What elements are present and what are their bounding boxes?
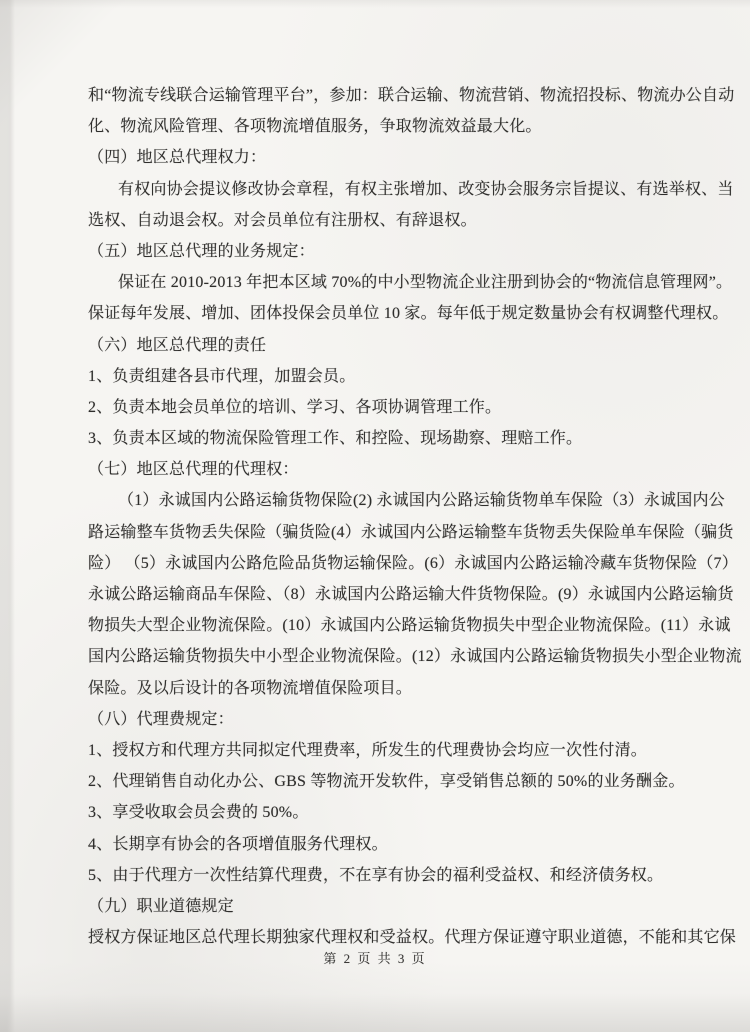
document-line: 有权向协会提议修改协会章程，有权主张增加、改变协会服务宗旨提议、有选举权、当 — [118, 180, 734, 198]
document-line: 路运输整车货物丢失保险（骗货险(4）永诚国内公路运输整车货物丢失保险单车保险（骗货 — [88, 523, 734, 541]
list-item: 3、负责本区域的物流保险管理工作、和控险、现场勘察、理赔工作。 — [88, 430, 583, 448]
document-line: 授权方保证地区总代理长期独家代理权和受益权。代理方保证遵守职业道德，不能和其它保 — [88, 929, 737, 947]
document-line: 化、物流风险管理、各项物流增值服务，争取物流效益最大化。 — [88, 118, 542, 136]
document-text — [88, 80, 742, 953]
section-heading: （八）代理费规定： — [88, 710, 234, 728]
document-line: 保证在 2010-2013 年把本区域 70%的中小型物流企业注册到协会的“物流信息管理网”。 — [118, 274, 733, 292]
section-heading: （九）职业道德规定 — [88, 897, 234, 915]
document-line: 险） （5）永诚国内公路危险品货物运输保险。(6）永诚国内公路运输冷藏车货物保险（7） — [88, 554, 738, 572]
document-line: 保证每年发展、增加、团体投保会员单位 10 家。每年低于规定数量协会有权调整代理权。 — [88, 305, 729, 323]
list-item: 3、享受收取会员会费的 50%。 — [88, 804, 309, 822]
document-line: 物损失大型企业物流保险。(10）永诚国内公路运输货物损失中型企业物流保险。(11）永诚 — [88, 617, 731, 635]
document-line: （1）永诚国内公路运输货物保险(2) 永诚国内公路运输货物单车保险（3）永诚国内公 — [118, 492, 725, 510]
list-item: 4、长期享有协会的各项增值服务代理权。 — [88, 835, 388, 853]
document-line: 和“物流专线联合运输管理平台”，参加：联合运输、物流营销、物流招投标、物流办公自动 — [88, 87, 735, 104]
document-line: 永诚公路运输商品车保险、（8）永诚国内公路运输大件货物保险。(9）永诚国内公路运输货 — [88, 586, 734, 603]
document-line: 选权、自动退会权。对会员单位有注册权、有辞退权。 — [88, 211, 477, 229]
section-heading: （七）地区总代理的代理权： — [88, 461, 299, 479]
list-item: 1、负责组建各县市代理，加盟会员。 — [88, 367, 356, 385]
section-heading: （六）地区总代理的责任 — [88, 336, 267, 354]
section-heading: （四）地区总代理权力： — [88, 149, 267, 167]
list-item: 2、代理销售自动化办公、GBS 等物流开发软件，享受销售总额的 50%的业务酬金。 — [88, 773, 685, 791]
list-item: 1、授权方和代理方共同拟定代理费率，所发生的代理费协会均应一次性付清。 — [88, 741, 648, 759]
page-number-footer: 第 2 页 共 3 页 — [323, 951, 427, 966]
list-item: 2、负责本地会员单位的培训、学习、各项协调管理工作。 — [88, 398, 502, 416]
document-line: 保险。及以后设计的各项物流增值保险项目。 — [88, 679, 413, 697]
document-line: 国内公路运输货物损失中小型企业物流保险。(12）永诚国内公路运输货物损失小型企业物流 — [88, 648, 742, 666]
section-heading: （五）地区总代理的业务规定： — [88, 242, 315, 260]
list-item: 5、由于代理方一次性结算代理费，不在享有协会的福利受益权、和经济债务权。 — [88, 866, 664, 884]
